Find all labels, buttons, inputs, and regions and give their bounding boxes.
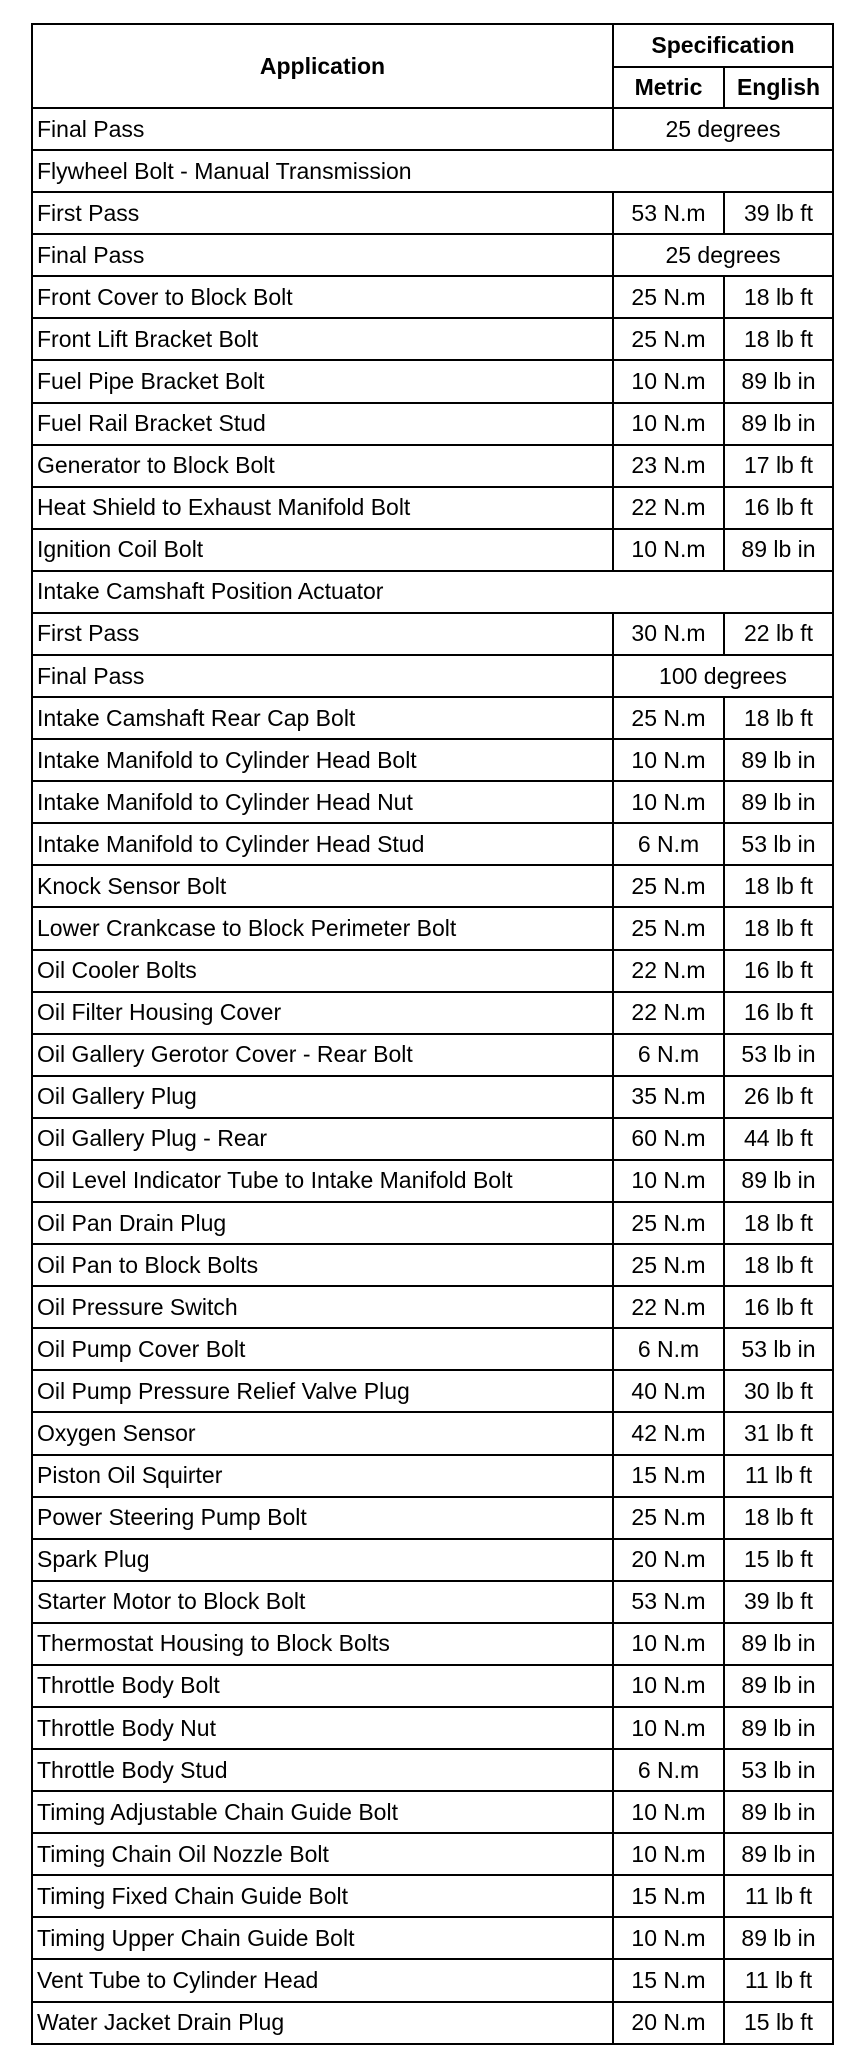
metric-cell: 22 N.m	[613, 487, 724, 529]
table-row	[32, 1791, 833, 1833]
table-row	[32, 1959, 833, 2001]
metric-cell: 10 N.m	[613, 1707, 724, 1749]
application-cell: Ignition Coil Bolt	[32, 529, 613, 571]
table-row	[32, 1328, 833, 1370]
table-row	[32, 1539, 833, 1581]
english-cell: 15 lb ft	[724, 1539, 833, 1581]
application-cell: Oil Pump Cover Bolt	[32, 1328, 613, 1370]
metric-cell: 22 N.m	[613, 950, 724, 992]
table-row	[32, 823, 833, 865]
application-cell: Oxygen Sensor	[32, 1412, 613, 1454]
metric-cell: 53 N.m	[613, 192, 724, 234]
english-cell: 31 lb ft	[724, 1412, 833, 1454]
application-cell: Thermostat Housing to Block Bolts	[32, 1623, 613, 1665]
metric-cell: 15 N.m	[613, 1455, 724, 1497]
application-cell: First Pass	[32, 192, 613, 234]
metric-cell: 10 N.m	[613, 1160, 724, 1202]
table-row	[32, 192, 833, 234]
english-cell: 89 lb in	[724, 403, 833, 445]
metric-cell: 6 N.m	[613, 1328, 724, 1370]
table-row	[32, 655, 833, 697]
table-row	[32, 1749, 833, 1791]
table-row	[32, 1497, 833, 1539]
section-heading: Flywheel Bolt - Manual Transmission	[32, 150, 833, 192]
application-cell: Timing Fixed Chain Guide Bolt	[32, 1875, 613, 1917]
application-cell: Knock Sensor Bolt	[32, 865, 613, 907]
english-cell: 18 lb ft	[724, 1244, 833, 1286]
metric-cell: 25 N.m	[613, 865, 724, 907]
metric-cell: 22 N.m	[613, 1286, 724, 1328]
application-cell: Spark Plug	[32, 1539, 613, 1581]
application-cell: Final Pass	[32, 108, 613, 150]
metric-cell: 25 N.m	[613, 1244, 724, 1286]
application-cell: Fuel Pipe Bracket Bolt	[32, 360, 613, 402]
metric-cell: 25 N.m	[613, 907, 724, 949]
metric-cell: 20 N.m	[613, 1539, 724, 1581]
table-row	[32, 1707, 833, 1749]
table-row	[32, 1244, 833, 1286]
angle-spec-cell: 100 degrees	[613, 655, 833, 697]
metric-cell: 6 N.m	[613, 1749, 724, 1791]
metric-cell: 10 N.m	[613, 1833, 724, 1875]
application-cell: Throttle Body Nut	[32, 1707, 613, 1749]
metric-cell: 10 N.m	[613, 1791, 724, 1833]
english-cell: 16 lb ft	[724, 487, 833, 529]
english-cell: 11 lb ft	[724, 1875, 833, 1917]
table-row	[32, 571, 833, 613]
application-cell: Lower Crankcase to Block Perimeter Bolt	[32, 907, 613, 949]
english-cell: 26 lb ft	[724, 1076, 833, 1118]
spec-body	[32, 108, 833, 2044]
spec-table	[31, 23, 834, 2045]
application-cell: Intake Manifold to Cylinder Head Bolt	[32, 739, 613, 781]
english-cell: 18 lb ft	[724, 907, 833, 949]
english-cell: 89 lb in	[724, 1623, 833, 1665]
table-row	[32, 445, 833, 487]
english-cell: 53 lb in	[724, 1034, 833, 1076]
english-cell: 44 lb ft	[724, 1118, 833, 1160]
english-cell: 89 lb in	[724, 1160, 833, 1202]
application-cell: Timing Adjustable Chain Guide Bolt	[32, 1791, 613, 1833]
metric-cell: 10 N.m	[613, 403, 724, 445]
metric-cell: 42 N.m	[613, 1412, 724, 1454]
section-heading: Intake Camshaft Position Actuator	[32, 571, 833, 613]
metric-cell: 30 N.m	[613, 613, 724, 655]
metric-cell: 60 N.m	[613, 1118, 724, 1160]
metric-cell: 10 N.m	[613, 1665, 724, 1707]
metric-cell: 6 N.m	[613, 1034, 724, 1076]
english-cell: 89 lb in	[724, 1833, 833, 1875]
english-cell: 89 lb in	[724, 1791, 833, 1833]
application-cell: Front Cover to Block Bolt	[32, 276, 613, 318]
specification-header: Specification	[613, 24, 833, 67]
table-row	[32, 403, 833, 445]
metric-cell: 35 N.m	[613, 1076, 724, 1118]
english-cell: 18 lb ft	[724, 276, 833, 318]
table-row	[32, 907, 833, 949]
application-cell: Vent Tube to Cylinder Head	[32, 1959, 613, 2001]
application-cell: Intake Manifold to Cylinder Head Nut	[32, 781, 613, 823]
metric-cell: 10 N.m	[613, 781, 724, 823]
application-cell: Final Pass	[32, 655, 613, 697]
application-cell: Throttle Body Stud	[32, 1749, 613, 1791]
table-row	[32, 950, 833, 992]
table-row	[32, 1286, 833, 1328]
table-row	[32, 1917, 833, 1959]
application-cell: Oil Gallery Plug	[32, 1076, 613, 1118]
application-cell: Timing Upper Chain Guide Bolt	[32, 1917, 613, 1959]
application-cell: Oil Level Indicator Tube to Intake Manifold Bolt	[32, 1160, 613, 1202]
metric-cell: 25 N.m	[613, 276, 724, 318]
table-row	[32, 234, 833, 276]
metric-cell: 10 N.m	[613, 739, 724, 781]
metric-cell: 25 N.m	[613, 318, 724, 360]
english-cell: 17 lb ft	[724, 445, 833, 487]
table-row	[32, 487, 833, 529]
table-row	[32, 276, 833, 318]
table-row	[32, 992, 833, 1034]
metric-cell: 40 N.m	[613, 1370, 724, 1412]
english-cell: 53 lb in	[724, 823, 833, 865]
application-cell: Timing Chain Oil Nozzle Bolt	[32, 1833, 613, 1875]
application-cell: Generator to Block Bolt	[32, 445, 613, 487]
table-row	[32, 1412, 833, 1454]
metric-cell: 25 N.m	[613, 1202, 724, 1244]
application-cell: Oil Pump Pressure Relief Valve Plug	[32, 1370, 613, 1412]
metric-cell: 15 N.m	[613, 1959, 724, 2001]
table-row	[32, 318, 833, 360]
table-row	[32, 1875, 833, 1917]
english-cell: 18 lb ft	[724, 697, 833, 739]
english-cell: 18 lb ft	[724, 318, 833, 360]
application-cell: Power Steering Pump Bolt	[32, 1497, 613, 1539]
metric-cell: 25 N.m	[613, 1497, 724, 1539]
english-header: English	[724, 67, 833, 108]
english-cell: 39 lb ft	[724, 192, 833, 234]
table-row	[32, 1076, 833, 1118]
metric-cell: 23 N.m	[613, 445, 724, 487]
application-cell: Water Jacket Drain Plug	[32, 2002, 613, 2044]
application-cell: Throttle Body Bolt	[32, 1665, 613, 1707]
application-cell: Oil Filter Housing Cover	[32, 992, 613, 1034]
metric-cell: 10 N.m	[613, 1917, 724, 1959]
metric-cell: 10 N.m	[613, 529, 724, 571]
english-cell: 11 lb ft	[724, 1959, 833, 2001]
english-cell: 16 lb ft	[724, 992, 833, 1034]
table-row	[32, 1160, 833, 1202]
application-cell: Oil Pan to Block Bolts	[32, 1244, 613, 1286]
table-row	[32, 1581, 833, 1623]
table-row	[32, 1118, 833, 1160]
application-cell: Starter Motor to Block Bolt	[32, 1581, 613, 1623]
metric-cell: 10 N.m	[613, 360, 724, 402]
angle-spec-cell: 25 degrees	[613, 234, 833, 276]
application-cell: Oil Pressure Switch	[32, 1286, 613, 1328]
english-cell: 18 lb ft	[724, 1497, 833, 1539]
application-cell: Intake Manifold to Cylinder Head Stud	[32, 823, 613, 865]
table-row	[32, 697, 833, 739]
english-cell: 16 lb ft	[724, 1286, 833, 1328]
application-header: Application	[32, 24, 613, 108]
application-cell: First Pass	[32, 613, 613, 655]
table-row	[32, 1370, 833, 1412]
application-cell: Oil Gallery Gerotor Cover - Rear Bolt	[32, 1034, 613, 1076]
application-cell: Front Lift Bracket Bolt	[32, 318, 613, 360]
english-cell: 89 lb in	[724, 1665, 833, 1707]
application-cell: Final Pass	[32, 234, 613, 276]
table-row	[32, 529, 833, 571]
metric-cell: 10 N.m	[613, 1623, 724, 1665]
application-cell: Heat Shield to Exhaust Manifold Bolt	[32, 487, 613, 529]
application-cell: Oil Cooler Bolts	[32, 950, 613, 992]
table-row	[32, 739, 833, 781]
english-cell: 18 lb ft	[724, 1202, 833, 1244]
english-cell: 15 lb ft	[724, 2002, 833, 2044]
table-row	[32, 1455, 833, 1497]
english-cell: 16 lb ft	[724, 950, 833, 992]
english-cell: 89 lb in	[724, 1707, 833, 1749]
english-cell: 89 lb in	[724, 529, 833, 571]
table-row	[32, 1623, 833, 1665]
table-row	[32, 150, 833, 192]
metric-cell: 6 N.m	[613, 823, 724, 865]
table-row	[32, 1034, 833, 1076]
english-cell: 22 lb ft	[724, 613, 833, 655]
english-cell: 18 lb ft	[724, 865, 833, 907]
application-cell: Fuel Rail Bracket Stud	[32, 403, 613, 445]
english-cell: 89 lb in	[724, 1917, 833, 1959]
english-cell: 53 lb in	[724, 1328, 833, 1370]
table-row	[32, 360, 833, 402]
english-cell: 89 lb in	[724, 781, 833, 823]
table-row	[32, 781, 833, 823]
table-row	[32, 1665, 833, 1707]
angle-spec-cell: 25 degrees	[613, 108, 833, 150]
english-cell: 89 lb in	[724, 739, 833, 781]
table-row	[32, 2002, 833, 2044]
table-row	[32, 1833, 833, 1875]
header-row	[32, 24, 833, 67]
table-row	[32, 865, 833, 907]
table-row	[32, 613, 833, 655]
metric-header: Metric	[613, 67, 724, 108]
metric-cell: 53 N.m	[613, 1581, 724, 1623]
table-row	[32, 1202, 833, 1244]
application-cell: Piston Oil Squirter	[32, 1455, 613, 1497]
table-row	[32, 108, 833, 150]
english-cell: 11 lb ft	[724, 1455, 833, 1497]
english-cell: 89 lb in	[724, 360, 833, 402]
application-cell: Intake Camshaft Rear Cap Bolt	[32, 697, 613, 739]
english-cell: 53 lb in	[724, 1749, 833, 1791]
metric-cell: 20 N.m	[613, 2002, 724, 2044]
english-cell: 30 lb ft	[724, 1370, 833, 1412]
application-cell: Oil Gallery Plug - Rear	[32, 1118, 613, 1160]
application-cell: Oil Pan Drain Plug	[32, 1202, 613, 1244]
english-cell: 39 lb ft	[724, 1581, 833, 1623]
metric-cell: 25 N.m	[613, 697, 724, 739]
metric-cell: 15 N.m	[613, 1875, 724, 1917]
metric-cell: 22 N.m	[613, 992, 724, 1034]
